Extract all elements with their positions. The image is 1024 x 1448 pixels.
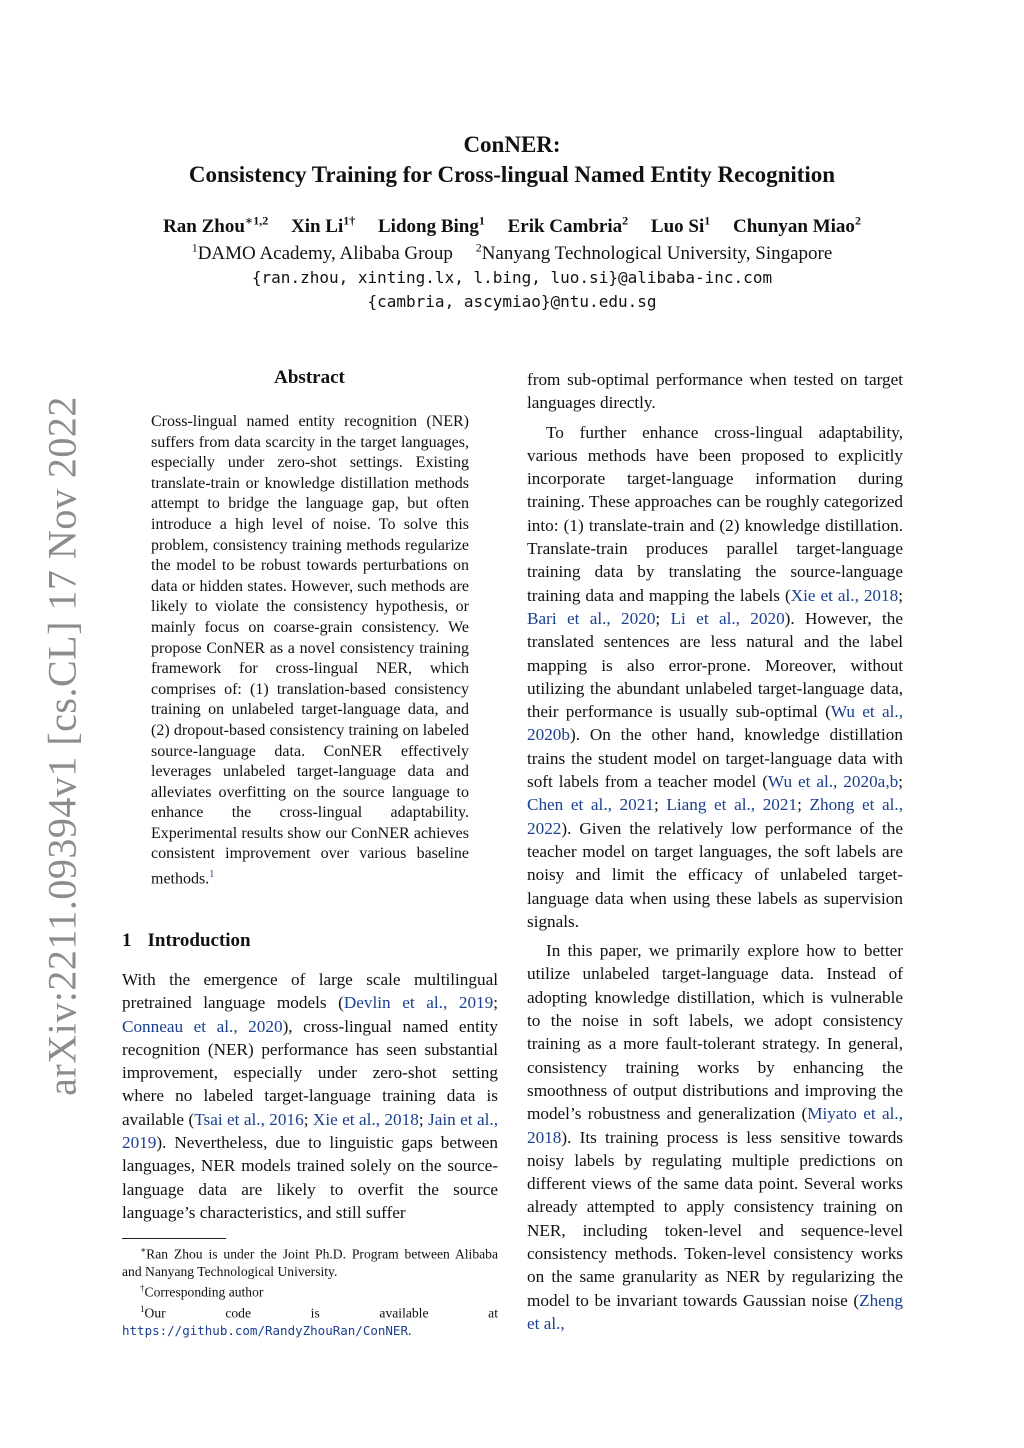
paragraph: To further enhance cross-lingual adaptability, various methods have been proposed to explicitly incorporate target-language information during training. These approaches can be roughly categorized into: (1) translate-train and (2) knowledge distillation. Translate-train produces parallel target-language training data by translating the source-language training data and mapping the labels (Xie et al., 2018; Bari et al., 2020; Li et al., 2020). However, the translated sentences are less natural and the label mapping is also error-prone. Moreover, without utilizing the abundant unlabeled target-language data, their performance is usually sub-optimal (Wu et al., 2020b). On the other hand, knowledge distillation trains the student model on target-language data with soft labels from a teacher model (Wu et al., 2020a,b; Chen et al., 2021; Liang et al., 2021; Zhong et al., 2022). Given the relatively low performance of the teacher model on target languages, the soft labels are noisy and limit the efficacy of unlabeled target-language data when using these labels as supervision signals. [527,422,904,931]
citation-link[interactable]: Wu et al., 2020b [527,702,903,745]
author: Lidong Bing$^1$ [378,214,485,238]
section-heading: 1 Introduction [122,930,251,951]
author: Ran Zhou$^{∗1,2}$ [163,214,269,238]
citation-link[interactable]: Miyato et al., 2018 [527,1104,903,1147]
citation-link[interactable]: Xie et al., 2018 [312,1109,419,1129]
citation-link[interactable]: Zhong et al., 2022 [527,795,904,838]
citation-link[interactable]: Devlin et al., 2019 [343,993,494,1013]
citation-link[interactable]: Tsai et al., 2016 [194,1109,304,1129]
email-line-2: {cambria, ascymiao}@ntu.edu.sg [367,292,657,311]
email-line-1: {ran.zhou, xinting.lx, l.bing, luo.si}@alibaba-inc.com [251,268,773,287]
citation-link[interactable]: Bari et al., 2020 [527,608,656,628]
paragraph: In this paper, we primarily explore how to better utilize unlabeled target-language data. Instead of adopting knowledge distillation, which is vulnerable to the noise in soft labels, we adopt consistency training as a more fault-tolerant strategy. In general, consistency training works by enhancing the smoothness of output distributions and improving the model’s robustness and generalization (Miyato et al., 2018). Its training process is less sensitive towards noisy labels by regulating multiple predictions on different views of the same data point. Several works already attempted to apply consistency training on NER, including token-level and sequence-level consistency methods. Token-level consistency works on the same granularity as NER by regularizing the model to be invariant towards Gaussian noise (Zheng et al., [527,941,903,1333]
abstract-body: Cross-lingual named entity recognition (NER) suffers from data scarcity in the target languages, especially under zero-shot settings. Existing translate-train or knowledge distillation methods attempt to bridge the language gap, but often introduce a high level of noise. To solve this problem, consistency training methods regularize the model to be robust towards perturbations on data or hidden states. However, such methods are likely to violate the consistency hypothesis, or mainly focus on coarse-grain consistency. We propose ConNER as a novel consistency training framework for cross-lingual NER, which comprises of: (1) translation-based consistency training on unlabeled target-language data, and (2) dropout-based consistency training on labeled source-language data. ConNER effectively leverages unlabeled target-language data and alleviates overfitting on the source language to enhance the cross-lingual adaptability. Experimental results show our ConNER achieves consistent improvement over various baseline methods.$^1$ [151,413,469,888]
paper-title-line2: Consistency Training for Cross-lingual Named Entity Recognition [188,162,836,187]
author-list [0,214,1024,238]
author: Chunyan Miao$^2$ [732,214,861,238]
affiliation-2: Nanyang Technological University, Singapore [481,243,833,265]
paragraph: from sub-optimal performance when tested on target languages directly. [527,370,903,413]
affiliations: $^1$DAMO Academy, Alibaba Group $^2$Nanyang Technological University, Singapore [191,241,833,265]
citation-link[interactable]: Jain et al., 2019 [122,1109,498,1153]
citation-link[interactable]: Li et al., 2020 [670,608,785,628]
right-column [527,368,903,1341]
author: Xin $Li^{1\dagger}$ [290,214,356,238]
citation-link[interactable]: Chen et al., 2021 [527,795,654,815]
footnote-3: $^1$Our code is available at https://github.com/RandyZhouRan/ConNER. [122,1304,498,1339]
citation-link[interactable]: Conneau et al., 2020 [122,1016,283,1036]
footnote-2: †Corresponding author [140,1283,264,1300]
author: Luo Si$^1$ [650,214,711,238]
code-link[interactable]: https://github.com/RandyZhouRan/ConNER [122,1323,408,1339]
abstract-heading: Abstract [274,367,345,388]
footnote-1: ∗Ran Zhou is under the Joint Ph.D. Program between Alibaba and Nanyang Technological University. [122,1245,498,1279]
intro-paragraph-1: With the emergence of large scale multilingual pretrained language models (Devlin et al., 2019; Conneau et al., 2020), cross-lingual named entity recognition (NER) performance has seen substantial improvement, especially under zero-shot setting where no labeled target-language training data is available (Tsai et al., 2016; Xie et al., 2018; Jain et al., 2019). Nevertheless, due to linguistic gaps between languages, NER models trained solely on the source-language data are likely to overfit the source language’s characteristics, and still suffer [122,970,499,1222]
footnotes [122,1242,498,1340]
arxiv-stamp: arXiv:2211.09394v1 [cs.CL] 17 Nov 2022 [39,396,85,1096]
paper-title-line1: ConNER: [463,132,561,157]
citation-link[interactable]: Liang et al., 2021 [666,795,798,815]
footnote-ref[interactable]: 1 [209,869,215,881]
citation-link[interactable]: Zheng et al., [527,1290,903,1333]
citation-link[interactable]: Xie et al., 2018 [790,585,899,605]
citation-link[interactable]: Wu et al., 2020a,b [767,772,899,792]
affiliation-1: DAMO Academy, Alibaba Group [197,243,453,265]
footnote-rule [122,1238,226,1239]
author: Erik Cambria$^2$ [507,214,629,238]
